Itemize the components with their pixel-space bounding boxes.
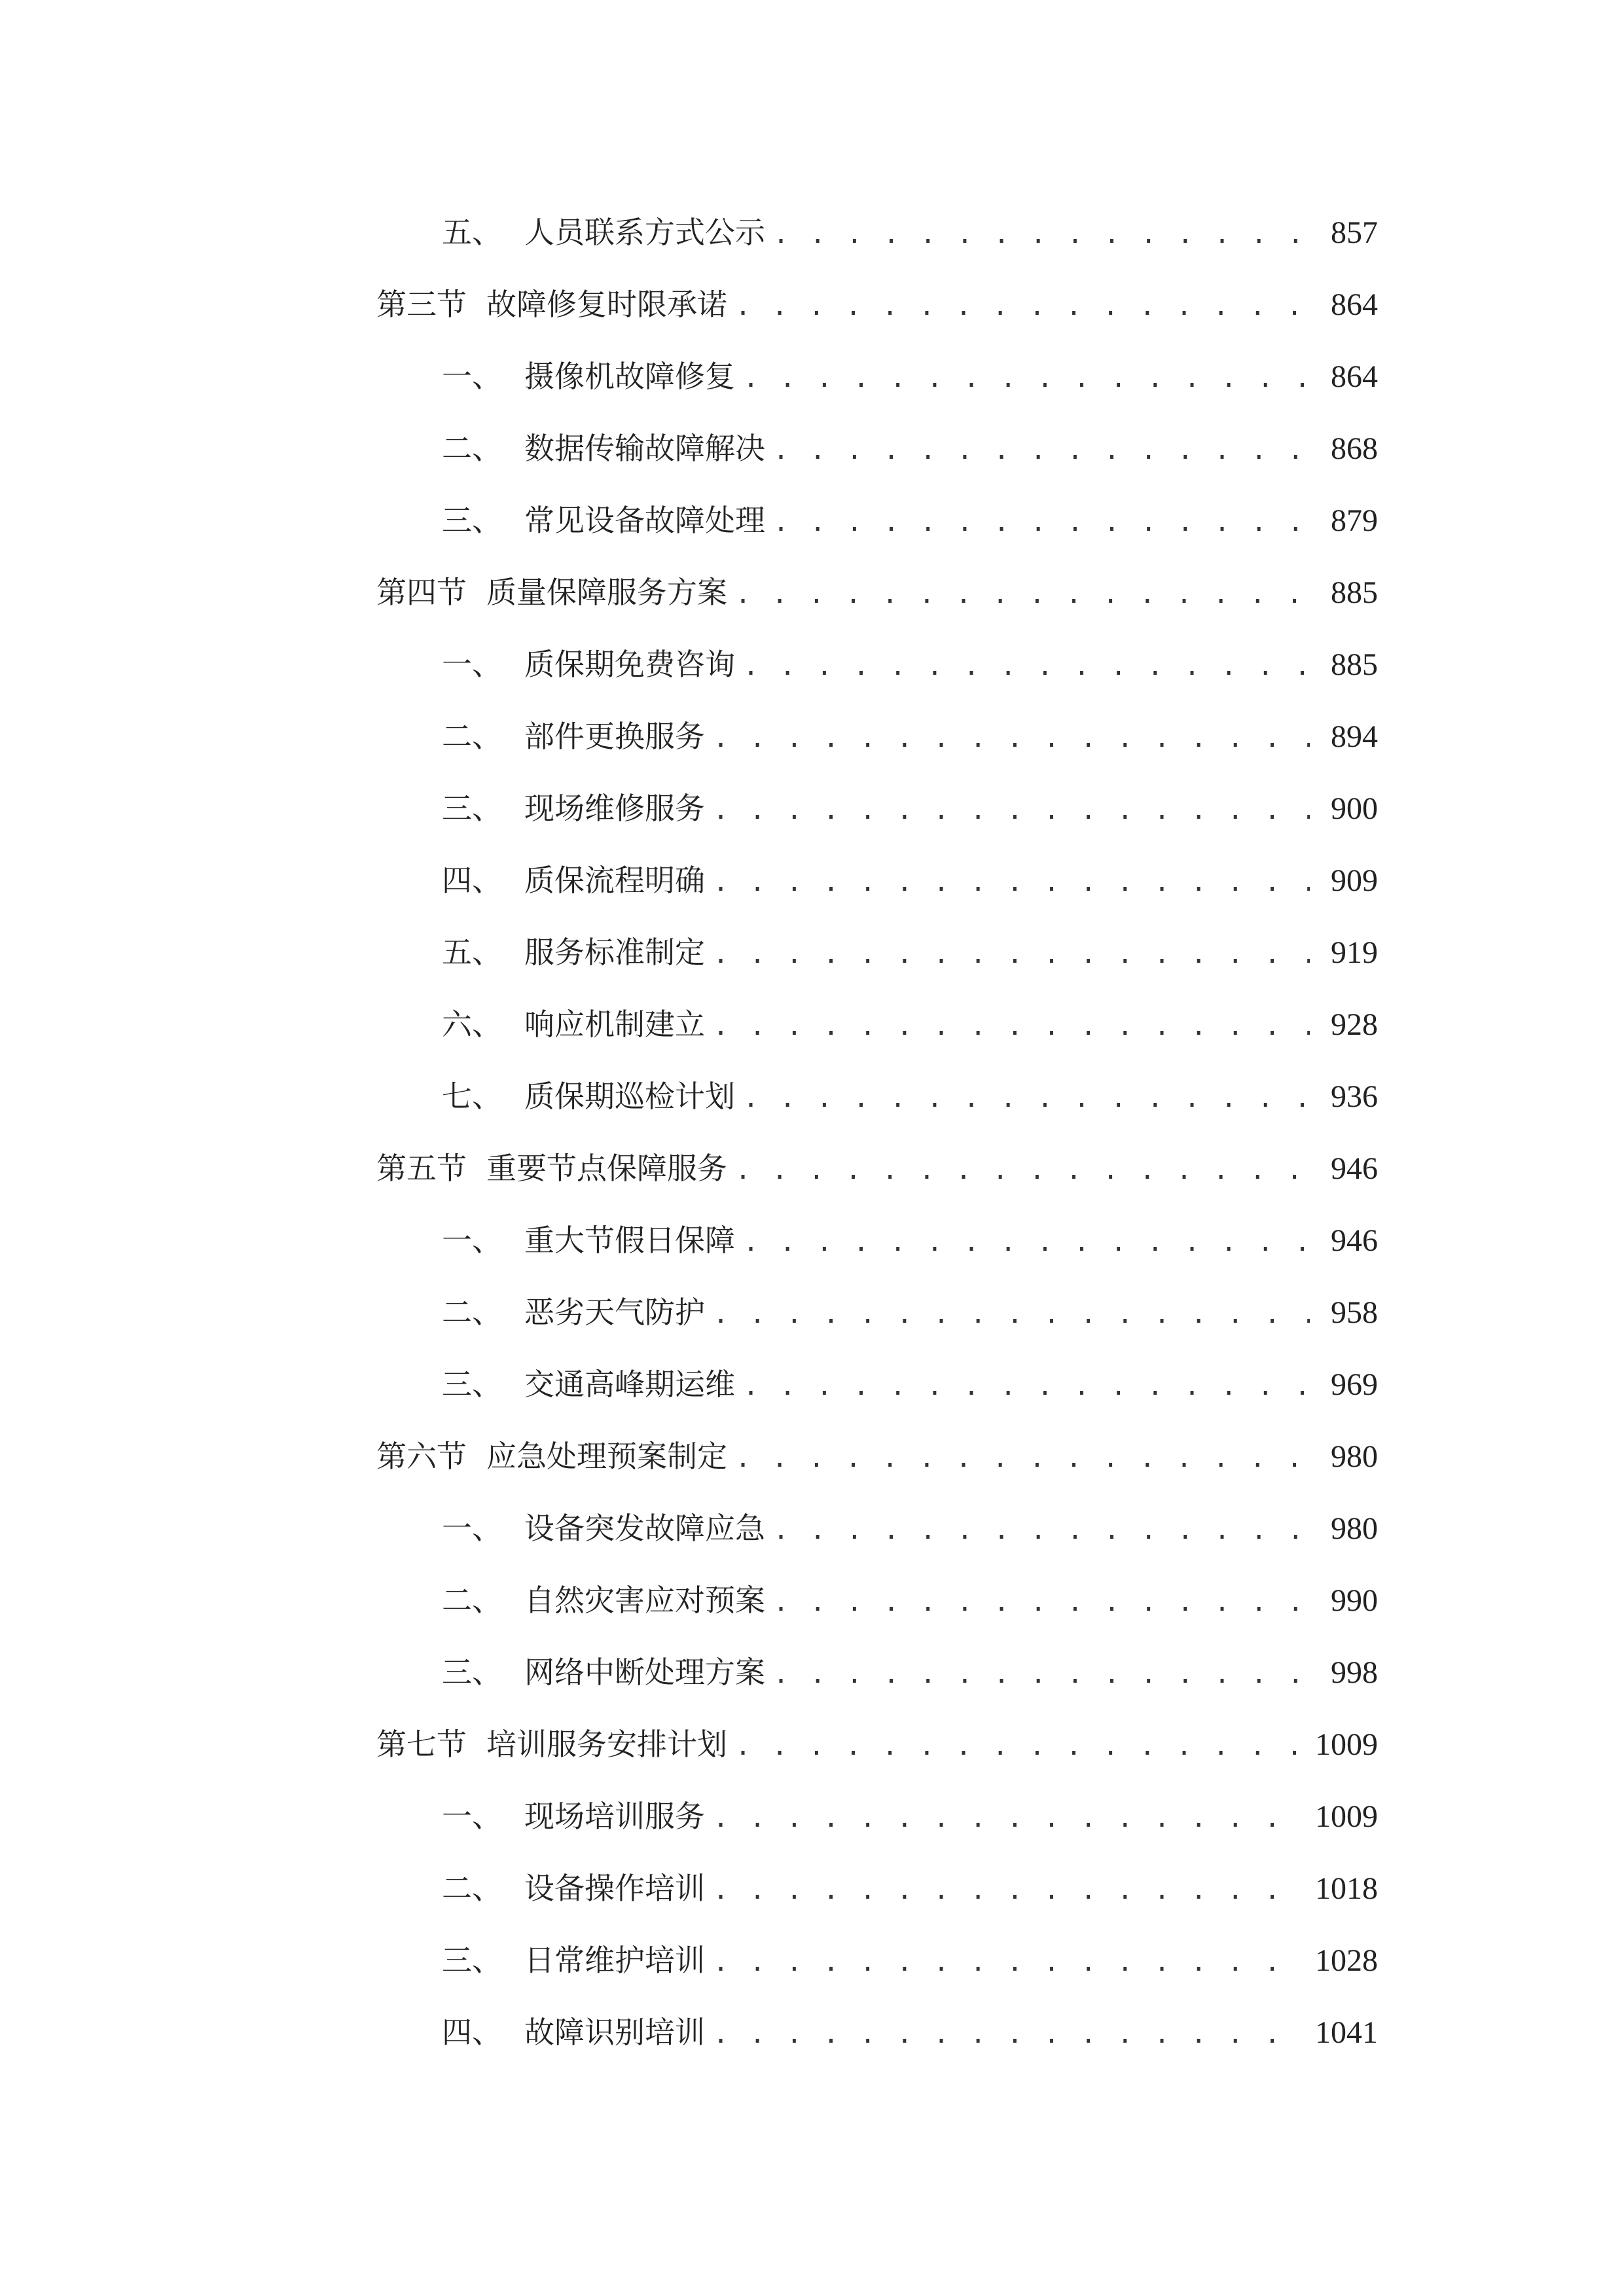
toc-entry-number: 二、	[442, 431, 502, 466]
toc-subsection-entry[interactable]	[376, 916, 1378, 988]
toc-entry-title: 质保期巡检计划	[524, 1079, 735, 1114]
toc-section-entry[interactable]	[376, 1132, 1378, 1204]
toc-entry-number: 六、	[442, 1007, 502, 1042]
toc-subsection-entry[interactable]	[376, 1276, 1378, 1348]
toc-entry-title: 重要节点保障服务	[486, 1151, 727, 1186]
toc-entry-title: 质量保障服务方案	[486, 575, 727, 610]
toc-entry-number: 二、	[442, 1871, 502, 1906]
toc-entry-page-number: 1018	[1315, 1871, 1378, 1906]
toc-entry-number: 三、	[442, 1943, 502, 1978]
toc-entry-title: 质保流程明确	[524, 863, 705, 898]
toc-entry-page-number: 1028	[1315, 1943, 1378, 1978]
toc-entry-number: 第四节	[376, 575, 467, 610]
toc-entry-number: 五、	[442, 935, 502, 970]
toc-dot-leader	[773, 1566, 1310, 1638]
toc-entry-page-number: 980	[1331, 1511, 1378, 1546]
toc-entry-page-number: 980	[1331, 1439, 1378, 1474]
toc-section-entry[interactable]	[376, 268, 1378, 340]
toc-subsection-entry[interactable]	[376, 1564, 1378, 1636]
toc-subsection-entry[interactable]	[376, 700, 1378, 772]
toc-subsection-entry[interactable]	[376, 1060, 1378, 1132]
toc-dot-leader	[713, 774, 1310, 846]
toc-dot-leader	[735, 1134, 1310, 1206]
toc-entry-title: 恶劣天气防护	[524, 1295, 705, 1330]
toc-subsection-entry[interactable]	[376, 1780, 1378, 1852]
toc-dot-leader	[773, 1638, 1310, 1710]
toc-entry-title: 设备突发故障应急	[524, 1511, 765, 1546]
toc-entry-page-number: 864	[1331, 287, 1378, 322]
toc-entry-number: 三、	[442, 1655, 502, 1690]
toc-entry-page-number: 894	[1331, 719, 1378, 754]
table-of-contents	[376, 196, 1378, 2068]
toc-entry-page-number: 857	[1331, 215, 1378, 250]
toc-subsection-entry[interactable]	[376, 1996, 1378, 2068]
toc-subsection-entry[interactable]	[376, 1852, 1378, 1924]
toc-dot-leader	[735, 1710, 1306, 1782]
toc-entry-number: 二、	[442, 719, 502, 754]
toc-subsection-entry[interactable]	[376, 772, 1378, 844]
toc-entry-number: 七、	[442, 1079, 502, 1114]
toc-entry-page-number: 868	[1331, 431, 1378, 466]
toc-dot-leader	[713, 990, 1310, 1062]
toc-dot-leader	[735, 270, 1310, 342]
toc-entry-page-number: 969	[1331, 1367, 1378, 1402]
toc-entry-title: 交通高峰期运维	[524, 1367, 735, 1402]
toc-dot-leader	[713, 1926, 1306, 1998]
toc-entry-page-number: 919	[1331, 935, 1378, 970]
toc-entry-page-number: 958	[1331, 1295, 1378, 1330]
toc-dot-leader	[713, 918, 1310, 990]
toc-entry-title: 日常维护培训	[524, 1943, 705, 1978]
toc-entry-number: 一、	[442, 1511, 502, 1546]
toc-subsection-entry[interactable]	[376, 340, 1378, 412]
toc-section-entry[interactable]	[376, 1420, 1378, 1492]
toc-entry-number: 第五节	[376, 1151, 467, 1186]
toc-entry-page-number: 946	[1331, 1223, 1378, 1258]
toc-entry-page-number: 879	[1331, 503, 1378, 538]
toc-dot-leader	[713, 1854, 1306, 1926]
toc-entry-title: 重大节假日保障	[524, 1223, 735, 1258]
toc-entry-page-number: 1041	[1315, 2015, 1378, 2050]
toc-dot-leader	[713, 702, 1310, 774]
toc-entry-title: 现场培训服务	[524, 1799, 705, 1834]
toc-entry-number: 四、	[442, 863, 502, 898]
toc-entry-number: 三、	[442, 503, 502, 538]
toc-entry-page-number: 885	[1331, 575, 1378, 610]
toc-dot-leader	[743, 1062, 1310, 1134]
toc-entry-title: 部件更换服务	[524, 719, 705, 754]
toc-entry-title: 常见设备故障处理	[524, 503, 765, 538]
toc-entry-number: 二、	[442, 1583, 502, 1618]
toc-dot-leader	[743, 630, 1310, 702]
toc-entry-number: 三、	[442, 791, 502, 826]
toc-dot-leader	[735, 558, 1310, 630]
toc-dot-leader	[735, 1422, 1310, 1494]
toc-entry-number: 二、	[442, 1295, 502, 1330]
toc-entry-number: 一、	[442, 1799, 502, 1834]
toc-entry-title: 摄像机故障修复	[524, 359, 735, 394]
toc-dot-leader	[713, 1998, 1306, 2070]
toc-dot-leader	[743, 342, 1310, 414]
toc-dot-leader	[773, 1494, 1310, 1566]
toc-entry-number: 一、	[442, 647, 502, 682]
toc-entry-page-number: 928	[1331, 1007, 1378, 1042]
toc-entry-title: 设备操作培训	[524, 1871, 705, 1906]
toc-dot-leader	[713, 1782, 1306, 1854]
toc-entry-title: 培训服务安排计划	[486, 1727, 727, 1762]
toc-entry-title: 现场维修服务	[524, 791, 705, 826]
toc-subsection-entry[interactable]	[376, 1492, 1378, 1564]
toc-subsection-entry[interactable]	[376, 988, 1378, 1060]
toc-subsection-entry[interactable]	[376, 196, 1378, 268]
toc-entry-title: 故障修复时限承诺	[486, 287, 727, 322]
toc-entry-page-number: 998	[1331, 1655, 1378, 1690]
toc-dot-leader	[743, 1350, 1310, 1422]
toc-subsection-entry[interactable]	[376, 1204, 1378, 1276]
toc-entry-title: 质保期免费咨询	[524, 647, 735, 682]
toc-subsection-entry[interactable]	[376, 412, 1378, 484]
toc-entry-page-number: 864	[1331, 359, 1378, 394]
toc-entry-number: 第六节	[376, 1439, 467, 1474]
toc-dot-leader	[713, 846, 1310, 918]
toc-entry-page-number: 909	[1331, 863, 1378, 898]
toc-subsection-entry[interactable]	[376, 1636, 1378, 1708]
toc-entry-title: 自然灾害应对预案	[524, 1583, 765, 1618]
toc-entry-page-number: 1009	[1315, 1727, 1378, 1762]
toc-entry-title: 应急处理预案制定	[486, 1439, 727, 1474]
toc-dot-leader	[773, 198, 1310, 270]
toc-subsection-entry[interactable]	[376, 844, 1378, 916]
toc-entry-number: 第三节	[376, 287, 467, 322]
toc-entry-title: 故障识别培训	[524, 2015, 705, 2050]
toc-entry-title: 服务标准制定	[524, 935, 705, 970]
toc-dot-leader	[773, 486, 1310, 558]
toc-entry-number: 三、	[442, 1367, 502, 1402]
toc-subsection-entry[interactable]	[376, 628, 1378, 700]
toc-dot-leader	[713, 1278, 1310, 1350]
toc-subsection-entry[interactable]	[376, 484, 1378, 556]
toc-subsection-entry[interactable]	[376, 1348, 1378, 1420]
toc-entry-title: 网络中断处理方案	[524, 1655, 765, 1690]
toc-section-entry[interactable]	[376, 1708, 1378, 1780]
toc-entry-title: 数据传输故障解决	[524, 431, 765, 466]
toc-entry-page-number: 946	[1331, 1151, 1378, 1186]
toc-entry-title: 人员联系方式公示	[524, 215, 765, 250]
toc-entry-number: 一、	[442, 359, 502, 394]
toc-entry-page-number: 885	[1331, 647, 1378, 682]
toc-dot-leader	[743, 1206, 1310, 1278]
toc-entry-title: 响应机制建立	[524, 1007, 705, 1042]
toc-entry-page-number: 900	[1331, 791, 1378, 826]
toc-entry-page-number: 936	[1331, 1079, 1378, 1114]
toc-entry-page-number: 1009	[1315, 1799, 1378, 1834]
toc-entry-number: 第七节	[376, 1727, 467, 1762]
toc-entry-number: 四、	[442, 2015, 502, 2050]
toc-entry-page-number: 990	[1331, 1583, 1378, 1618]
toc-entry-number: 五、	[442, 215, 502, 250]
toc-section-entry[interactable]	[376, 556, 1378, 628]
toc-entry-number: 一、	[442, 1223, 502, 1258]
toc-subsection-entry[interactable]	[376, 1924, 1378, 1996]
toc-dot-leader	[773, 414, 1310, 486]
